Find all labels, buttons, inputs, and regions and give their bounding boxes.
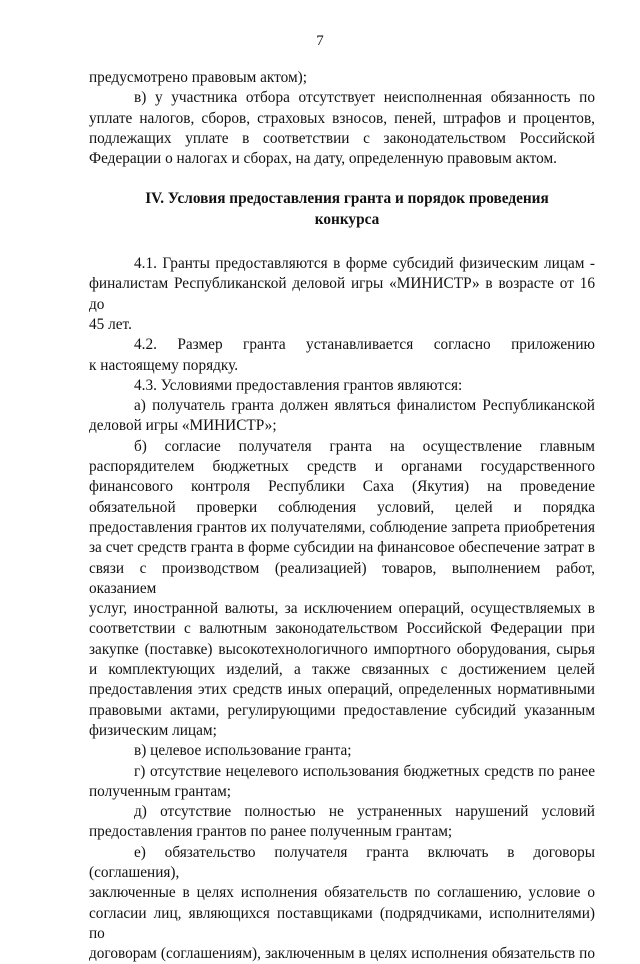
page-number: 7: [316, 33, 324, 49]
paragraph-item-d: [89, 802, 595, 843]
paragraph-intro-tail: [89, 68, 595, 88]
text-line: б) согласие получателя гранта на осуществление главным: [134, 437, 595, 455]
text-line: за счет средств гранта в форме субсидии на финансовое обеспечение затрат в: [89, 539, 595, 557]
text-line: 45 лет.: [89, 315, 132, 333]
text-line: услуг, иностранной валюты, за исключением операций, осуществляемых в: [89, 600, 595, 618]
text-line: связи с производством (реализацией) товаров, выполнением работ, оказанием: [89, 559, 595, 597]
text-line: подлежащих уплате в соответствии с законодательством Российской: [89, 129, 595, 147]
text-line: 4.1. Гранты предоставляются в форме субсидий физическим лицам -: [134, 255, 595, 273]
text-line: 4.3. Условиями предоставления грантов являются:: [134, 376, 463, 394]
text-line: е) обязательство получателя гранта включать в договоры (соглашения),: [89, 843, 595, 881]
text-line: полученным грантам;: [89, 782, 232, 800]
paragraph-item-g: [89, 762, 595, 803]
document-body: [89, 68, 595, 964]
text-line: д) отсутствие полностью не устраненных нарушений условий: [134, 803, 595, 821]
text-line: согласии лиц, являющихся поставщиками (подрядчиками, исполнителями) по: [89, 904, 595, 942]
text-line: распорядителем бюджетных средств и органами государственного: [89, 458, 595, 476]
paragraph-4-2: [89, 335, 595, 376]
paragraph-item-a: [89, 396, 595, 437]
text-line: в) у участника отбора отсутствует неисполненная обязанность по: [134, 89, 595, 107]
paragraph-item-v-tax: [89, 88, 595, 169]
text-line: деловой игры «МИНИСТР»;: [89, 417, 277, 435]
text-line: заключенные в целях исполнения обязательств по соглашению, условие о: [89, 884, 595, 902]
text-line: финансового контроля Республики Саха (Якутия) на проведение: [89, 478, 595, 496]
text-line: предоставления грантов по ранее полученным грантам;: [89, 823, 453, 841]
text-line: в) целевое использование гранта;: [134, 742, 352, 760]
text-line: финалистам Республиканской деловой игры «МИНИСТР» в возрасте от 16 до: [89, 275, 595, 313]
section-heading-line-1: IV. Условия предоставления гранта и порядок проведения: [145, 190, 549, 208]
text-line: а) получатель гранта должен являться финалистом Республиканской: [134, 397, 595, 415]
text-line: Федерации о налогах и сборах, на дату, определенную правовым актом.: [89, 150, 557, 168]
text-line: соответствии с валютным законодательством Российской Федерации при: [89, 620, 595, 638]
text-line: предусмотрено правовым актом);: [89, 69, 308, 86]
text-line: уплате налогов, сборов, страховых взносов, пеней, штрафов и процентов,: [89, 109, 595, 127]
text-line: г) отсутствие нецелевого использования бюджетных средств по ранее: [134, 762, 595, 780]
paragraph-4-3: [89, 376, 595, 396]
text-line: предоставления этих средств иных операций, определенных нормативными: [89, 681, 595, 699]
text-line: закупке (поставке) высокотехнологичного импортного оборудования, сырья: [89, 640, 595, 658]
paragraph-item-b: [89, 437, 595, 741]
text-line: правовыми актами, регулирующими предоставление субсидий указанным: [89, 701, 595, 719]
text-line: предоставления грантов их получателями, соблюдение запрета приобретения: [89, 518, 595, 536]
text-line: физическим лицам;: [89, 721, 217, 739]
text-line: и комплектующих изделий, а также связанных с достижением целей: [89, 661, 595, 679]
text-line: 4.2. Размер гранта устанавливается согласно приложению: [134, 336, 595, 354]
section-heading: [89, 189, 595, 230]
paragraph-4-1: [89, 254, 595, 335]
text-line: обязательной проверки соблюдения условий, целей и порядка: [89, 498, 595, 516]
paragraph-item-e: [89, 843, 595, 964]
section-heading-line-2: конкурса: [314, 210, 380, 228]
paragraph-item-v: [89, 741, 595, 761]
text-line: договорам (соглашениям), заключенным в целях исполнения обязательств по: [89, 945, 595, 963]
text-line: к настоящему порядку.: [89, 356, 239, 374]
